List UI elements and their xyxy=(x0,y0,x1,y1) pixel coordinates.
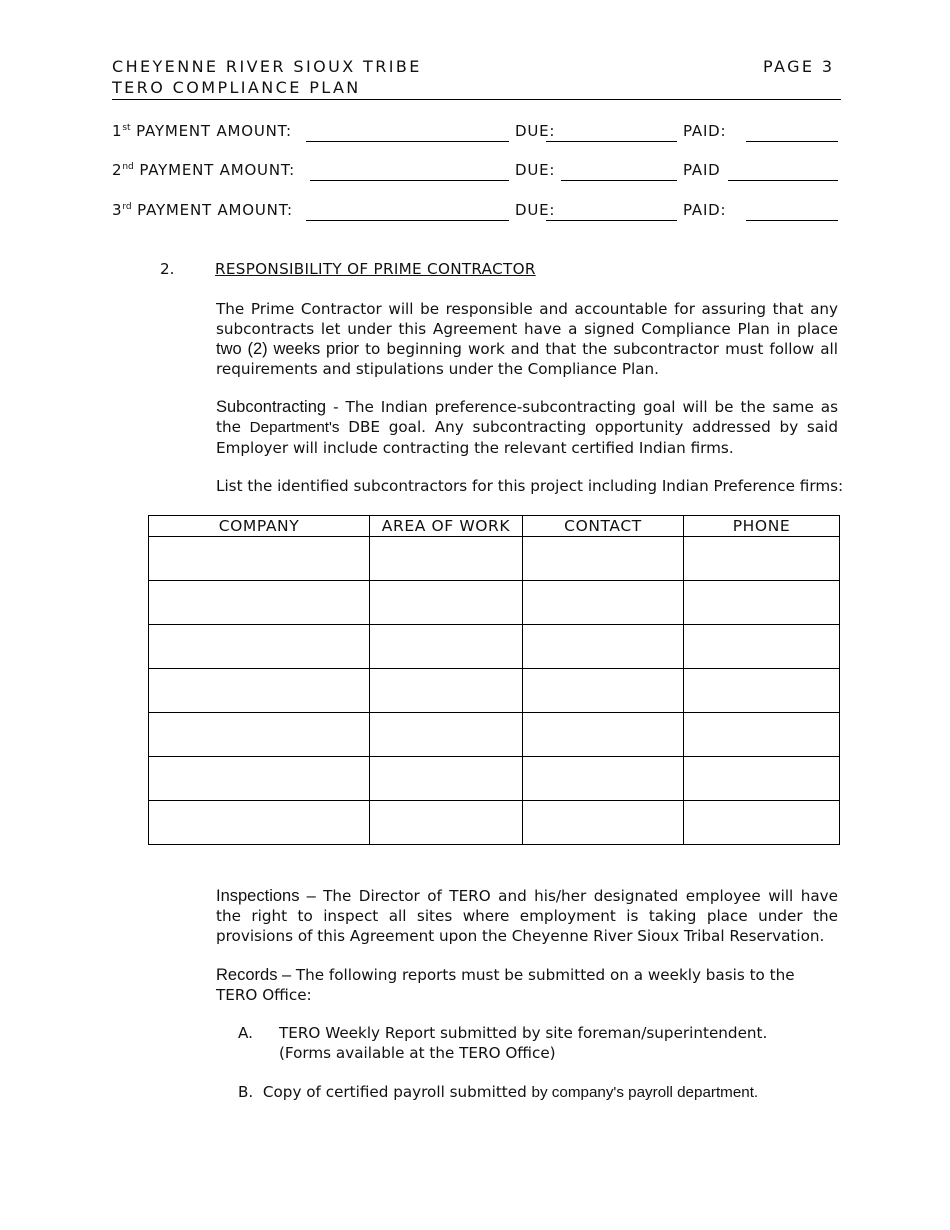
table-row xyxy=(149,669,840,713)
due-label-1: DUE: xyxy=(515,122,556,140)
phone-cell[interactable] xyxy=(684,757,840,801)
payment-row-2 xyxy=(112,161,842,183)
phone-cell[interactable] xyxy=(684,669,840,713)
column-header-phone: PHONE xyxy=(684,516,840,537)
company-cell[interactable] xyxy=(149,757,370,801)
contact-cell[interactable] xyxy=(523,537,684,581)
column-header-area-of-work: AREA OF WORK xyxy=(370,516,523,537)
records-paragraph: Records – The following reports must be submitted on a weekly basis to the TERO Office: xyxy=(216,966,795,1004)
payment-amount-blank-3[interactable] xyxy=(306,220,509,221)
company-cell[interactable] xyxy=(149,537,370,581)
payment-row-1 xyxy=(112,122,842,144)
subcontracting-paragraph: Subcontracting - The Indian preference-subcontracting goal will be the same as the Department's DBE goal. Any subcontracting opportunity addressed by said Employer will include contracting the relevant certified Indian firms. xyxy=(216,398,838,457)
phone-cell[interactable] xyxy=(684,801,840,845)
area-of-work-cell[interactable] xyxy=(370,625,523,669)
paid-label-3: PAID: xyxy=(683,201,727,219)
record-item-a-marker: A. xyxy=(238,1024,253,1042)
table-row xyxy=(149,713,840,757)
payment-amount-blank-2[interactable] xyxy=(310,180,509,181)
area-of-work-cell[interactable] xyxy=(370,537,523,581)
due-label-3: DUE: xyxy=(515,201,556,219)
inspections-paragraph: Inspections – The Director of TERO and his/her designated employee will have the right to inspect all sites where employment is taking place under the provisions of this Agreement upon the Cheyenne River Sioux Tribal Reservation. xyxy=(216,887,838,945)
table-row xyxy=(149,581,840,625)
due-label-2: DUE: xyxy=(515,161,556,179)
section-number: 2. xyxy=(160,260,175,278)
subcontractor-table xyxy=(148,515,840,845)
table-row xyxy=(149,537,840,581)
page-number: PAGE 3 xyxy=(763,57,835,76)
company-cell[interactable] xyxy=(149,625,370,669)
contact-cell[interactable] xyxy=(523,581,684,625)
payment-label-2: 2nd PAYMENT AMOUNT: xyxy=(112,161,296,179)
document-title: CHEYENNE RIVER SIOUX TRIBE xyxy=(112,57,422,76)
company-cell[interactable] xyxy=(149,801,370,845)
payment-row-3 xyxy=(112,201,842,223)
area-of-work-cell[interactable] xyxy=(370,581,523,625)
payment-amount-blank-1[interactable] xyxy=(306,141,509,142)
table-row xyxy=(149,801,840,845)
contact-cell[interactable] xyxy=(523,713,684,757)
column-header-company: COMPANY xyxy=(149,516,370,537)
paid-blank-3[interactable] xyxy=(746,220,838,221)
record-item-b-marker: B. xyxy=(238,1083,254,1101)
area-of-work-cell[interactable] xyxy=(370,713,523,757)
paid-blank-2[interactable] xyxy=(728,180,838,181)
record-item-a-text: TERO Weekly Report submitted by site foreman/superintendent. xyxy=(279,1024,768,1042)
paid-label-2: PAID xyxy=(683,161,721,179)
subcontractor-list-instruction: List the identified subcontractors for this project including Indian Preference firms: xyxy=(216,477,844,495)
due-blank-3[interactable] xyxy=(546,220,677,221)
record-item-a-note: (Forms available at the TERO Office) xyxy=(279,1044,556,1062)
payment-label-3: 3rd PAYMENT AMOUNT: xyxy=(112,201,293,219)
area-of-work-cell[interactable] xyxy=(370,801,523,845)
company-cell[interactable] xyxy=(149,669,370,713)
phone-cell[interactable] xyxy=(684,537,840,581)
contact-cell[interactable] xyxy=(523,625,684,669)
table-header-row xyxy=(149,516,840,537)
table-row xyxy=(149,757,840,801)
contact-cell[interactable] xyxy=(523,669,684,713)
phone-cell[interactable] xyxy=(684,581,840,625)
paid-label-1: PAID: xyxy=(683,122,727,140)
phone-cell[interactable] xyxy=(684,625,840,669)
phone-cell[interactable] xyxy=(684,713,840,757)
prime-contractor-paragraph: The Prime Contractor will be responsible and accountable for assuring that any subcontracts let under this Agreement have a signed Compliance Plan in place two (2) weeks prior to beginning work and that the subcontractor must follow all requirements and stipulations under the Compliance Plan. xyxy=(216,300,838,378)
contact-cell[interactable] xyxy=(523,801,684,845)
payment-label-1: 1st PAYMENT AMOUNT: xyxy=(112,122,292,140)
company-cell[interactable] xyxy=(149,581,370,625)
document-subtitle: TERO COMPLIANCE PLAN xyxy=(112,78,361,97)
contact-cell[interactable] xyxy=(523,757,684,801)
record-item-b: B. Copy of certified payroll submitted by company's payroll department. xyxy=(238,1083,759,1101)
area-of-work-cell[interactable] xyxy=(370,757,523,801)
due-blank-1[interactable] xyxy=(546,141,677,142)
paid-blank-1[interactable] xyxy=(746,141,838,142)
header-rule xyxy=(112,99,841,100)
table-row xyxy=(149,625,840,669)
area-of-work-cell[interactable] xyxy=(370,669,523,713)
section-heading: RESPONSIBILITY OF PRIME CONTRACTOR xyxy=(215,260,536,278)
company-cell[interactable] xyxy=(149,713,370,757)
due-blank-2[interactable] xyxy=(561,180,677,181)
column-header-contact: CONTACT xyxy=(523,516,684,537)
